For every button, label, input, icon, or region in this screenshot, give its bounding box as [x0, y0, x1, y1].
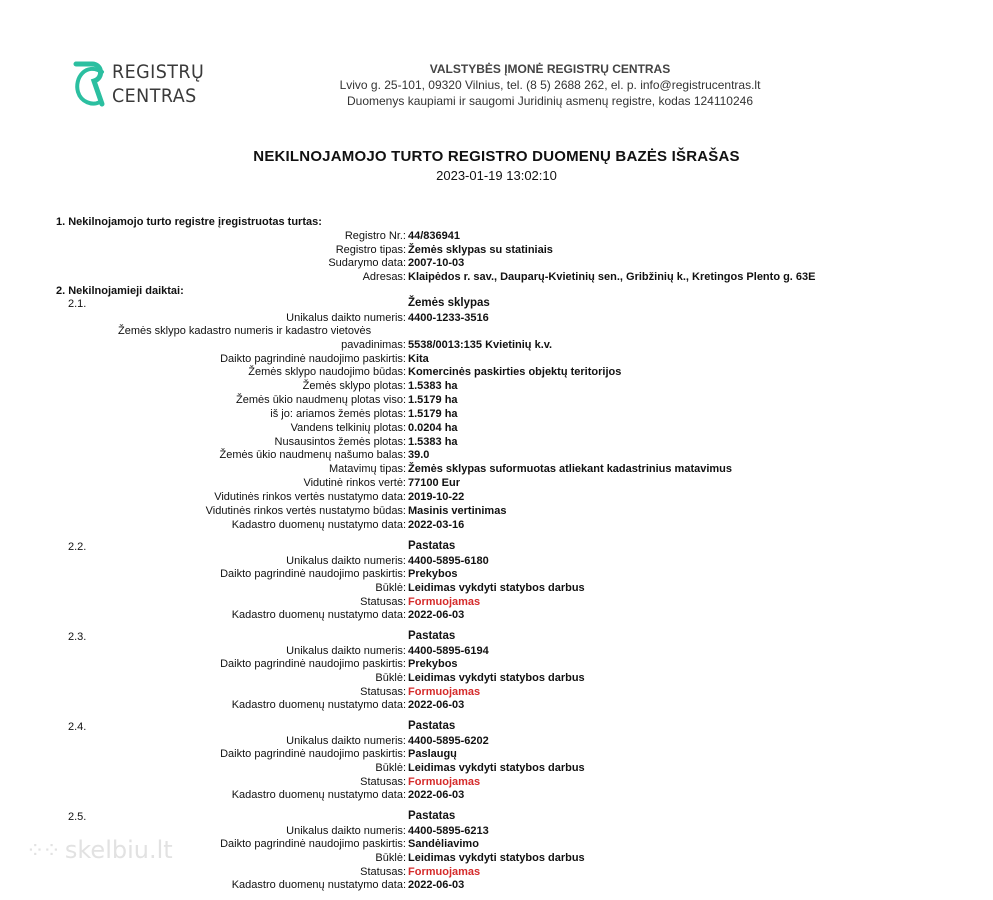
field-value: 2007-10-03 — [408, 257, 465, 269]
field-label: Kadastro duomenų nustatymo data: — [231, 609, 406, 621]
field-value: 4400-5895-6202 — [408, 735, 489, 747]
field-label: Nusausintos žemės plotas: — [274, 436, 406, 448]
field-value: 1.5179 ha — [408, 408, 458, 420]
field-value: 4400-5895-6180 — [408, 555, 489, 567]
registru-centras-logo-mark-icon — [72, 60, 112, 110]
field-value: Masinis vertinimas — [408, 505, 507, 517]
item-number: 2.4. — [68, 721, 87, 733]
field-value: 5538/0013:135 Kvietinių k.v. — [408, 339, 553, 351]
status-value: Formuojamas — [408, 686, 481, 698]
field-label: Statusas: — [360, 686, 406, 698]
field-value: Klaipėdos r. sav., Dauparų-Kvietinių sen., Gribžinių k., Kretingos Plento g. 63E — [408, 271, 816, 283]
field-label: Daikto pagrindinė naudojimo paskirtis: — [220, 568, 406, 580]
field-value: 39.0 — [408, 449, 430, 461]
field-label: Unikalus daikto numeris: — [286, 312, 406, 324]
field-label: Statusas: — [360, 866, 406, 878]
registru-centras-logo — [72, 60, 232, 110]
field-label: Žemės ūkio naudmenų plotas viso: — [236, 394, 406, 406]
section-1-heading: 1. Nekilnojamojo turto registre įregistruotas turtas: — [56, 216, 322, 228]
field-label: Žemės sklypo kadastro numeris ir kadastro vietovės — [118, 325, 372, 337]
field-value: Sandėliavimo — [408, 838, 479, 850]
document-datetime: 2023-01-19 13:02:10 — [436, 168, 557, 183]
logo-line-1: REGISTRŲ — [112, 61, 205, 83]
field-value: Žemės sklypas suformuotas atliekant kadastrinius matavimus — [408, 463, 733, 475]
section-2-heading: 2. Nekilnojamieji daiktai: — [56, 285, 184, 297]
item-type: Pastatas — [408, 630, 456, 642]
field-value: 2022-06-03 — [408, 609, 465, 621]
organization-note: Duomenys kaupiami ir saugomi Juridinių asmenų registre, kodas 124110246 — [347, 94, 753, 108]
field-label: Žemės ūkio naudmenų našumo balas: — [219, 449, 406, 461]
field-value: Komercinės paskirties objektų teritorijos — [408, 366, 622, 378]
field-label: Unikalus daikto numeris: — [286, 555, 406, 567]
field-label: Daikto pagrindinė naudojimo paskirtis: — [220, 748, 406, 760]
organization-name: VALSTYBĖS ĮMONĖ REGISTRŲ CENTRAS — [429, 62, 671, 76]
field-value: 2022-03-16 — [408, 519, 465, 531]
document-title: NEKILNOJAMOJO TURTO REGISTRO DUOMENŲ BAZĖS IŠRAŠAS — [253, 148, 740, 165]
field-label: Daikto pagrindinė naudojimo paskirtis: — [220, 353, 406, 365]
field-value: 2019-10-22 — [408, 491, 465, 503]
field-label: Statusas: — [360, 776, 406, 788]
field-label: Būklė: — [375, 582, 406, 594]
organization-info — [320, 61, 780, 109]
field-value: Paslaugų — [408, 748, 457, 760]
field-label: Registro tipas: — [335, 244, 406, 256]
field-label: Unikalus daikto numeris: — [286, 825, 406, 837]
field-label: Žemės sklypo naudojimo būdas: — [248, 366, 406, 378]
field-label: Kadastro duomenų nustatymo data: — [231, 519, 406, 531]
field-value: 0.0204 ha — [408, 422, 458, 434]
field-value: 44/836941 — [408, 230, 460, 242]
organization-address: Lvivo g. 25-101, 09320 Vilnius, tel. (8 5) 2688 262, el. p. info@registrucentras.lt — [339, 78, 761, 92]
status-value: Formuojamas — [408, 776, 481, 788]
field-label: Vandens telkinių plotas: — [290, 422, 406, 434]
field-value: 4400-1233-3516 — [408, 312, 489, 324]
field-value: Leidimas vykdyti statybos darbus — [408, 762, 585, 774]
status-value: Formuojamas — [408, 596, 481, 608]
field-label: Kadastro duomenų nustatymo data: — [231, 879, 406, 891]
field-label: Vidutinės rinkos vertės nustatymo data: — [214, 491, 406, 503]
watermark-dots-icon: ⁘⁘ — [26, 839, 59, 864]
field-value: 2022-06-03 — [408, 879, 465, 891]
item-number: 2.1. — [68, 298, 87, 310]
field-label: iš jo: ariamos žemės plotas: — [270, 408, 406, 420]
field-label: Būklė: — [375, 852, 406, 864]
field-label: Matavimų tipas: — [328, 463, 406, 475]
logo-line-2: CENTRAS — [112, 85, 197, 107]
field-value: 1.5179 ha — [408, 394, 458, 406]
field-value: Leidimas vykdyti statybos darbus — [408, 672, 585, 684]
field-label: Kadastro duomenų nustatymo data: — [231, 789, 406, 801]
field-label: Žemės sklypo plotas: — [302, 380, 406, 392]
field-value: Leidimas vykdyti statybos darbus — [408, 852, 585, 864]
field-label: Vidutinės rinkos vertės nustatymo būdas: — [205, 505, 406, 517]
field-label: Adresas: — [362, 271, 406, 283]
field-value: 1.5383 ha — [408, 436, 458, 448]
field-label: Vidutinė rinkos vertė: — [303, 477, 406, 489]
field-label: Daikto pagrindinė naudojimo paskirtis: — [220, 658, 406, 670]
field-label: Registro Nr.: — [344, 230, 406, 242]
field-value: 77100 Eur — [408, 477, 460, 489]
item-type: Pastatas — [408, 540, 456, 552]
field-label: Daikto pagrindinė naudojimo paskirtis: — [220, 838, 406, 850]
item-type: Pastatas — [408, 720, 456, 732]
field-value: 4400-5895-6194 — [408, 645, 489, 657]
field-label: Būklė: — [375, 672, 406, 684]
field-label: Unikalus daikto numeris: — [286, 735, 406, 747]
field-label: Statusas: — [360, 596, 406, 608]
skelbiu-watermark — [26, 836, 173, 864]
field-value: 2022-06-03 — [408, 789, 465, 801]
field-value: Leidimas vykdyti statybos darbus — [408, 582, 585, 594]
field-value: Kita — [408, 353, 429, 365]
item-type: Pastatas — [408, 810, 456, 822]
field-value: 1.5383 ha — [408, 380, 458, 392]
field-label: Sudarymo data: — [328, 257, 406, 269]
status-value: Formuojamas — [408, 866, 481, 878]
field-label: pavadinimas: — [341, 339, 406, 351]
item-number: 2.3. — [68, 631, 87, 643]
field-value: 2022-06-03 — [408, 699, 465, 711]
watermark-text: skelbiu.lt — [64, 836, 173, 864]
item-number: 2.5. — [68, 811, 87, 823]
field-label: Kadastro duomenų nustatymo data: — [231, 699, 406, 711]
field-label: Unikalus daikto numeris: — [286, 645, 406, 657]
field-value: Prekybos — [408, 568, 458, 580]
item-type: Žemės sklypas — [408, 297, 490, 309]
field-value: Žemės sklypas su statiniais — [408, 244, 553, 256]
field-label: Būklė: — [375, 762, 406, 774]
field-value: 4400-5895-6213 — [408, 825, 489, 837]
field-value: Prekybos — [408, 658, 458, 670]
item-number: 2.2. — [68, 541, 87, 553]
